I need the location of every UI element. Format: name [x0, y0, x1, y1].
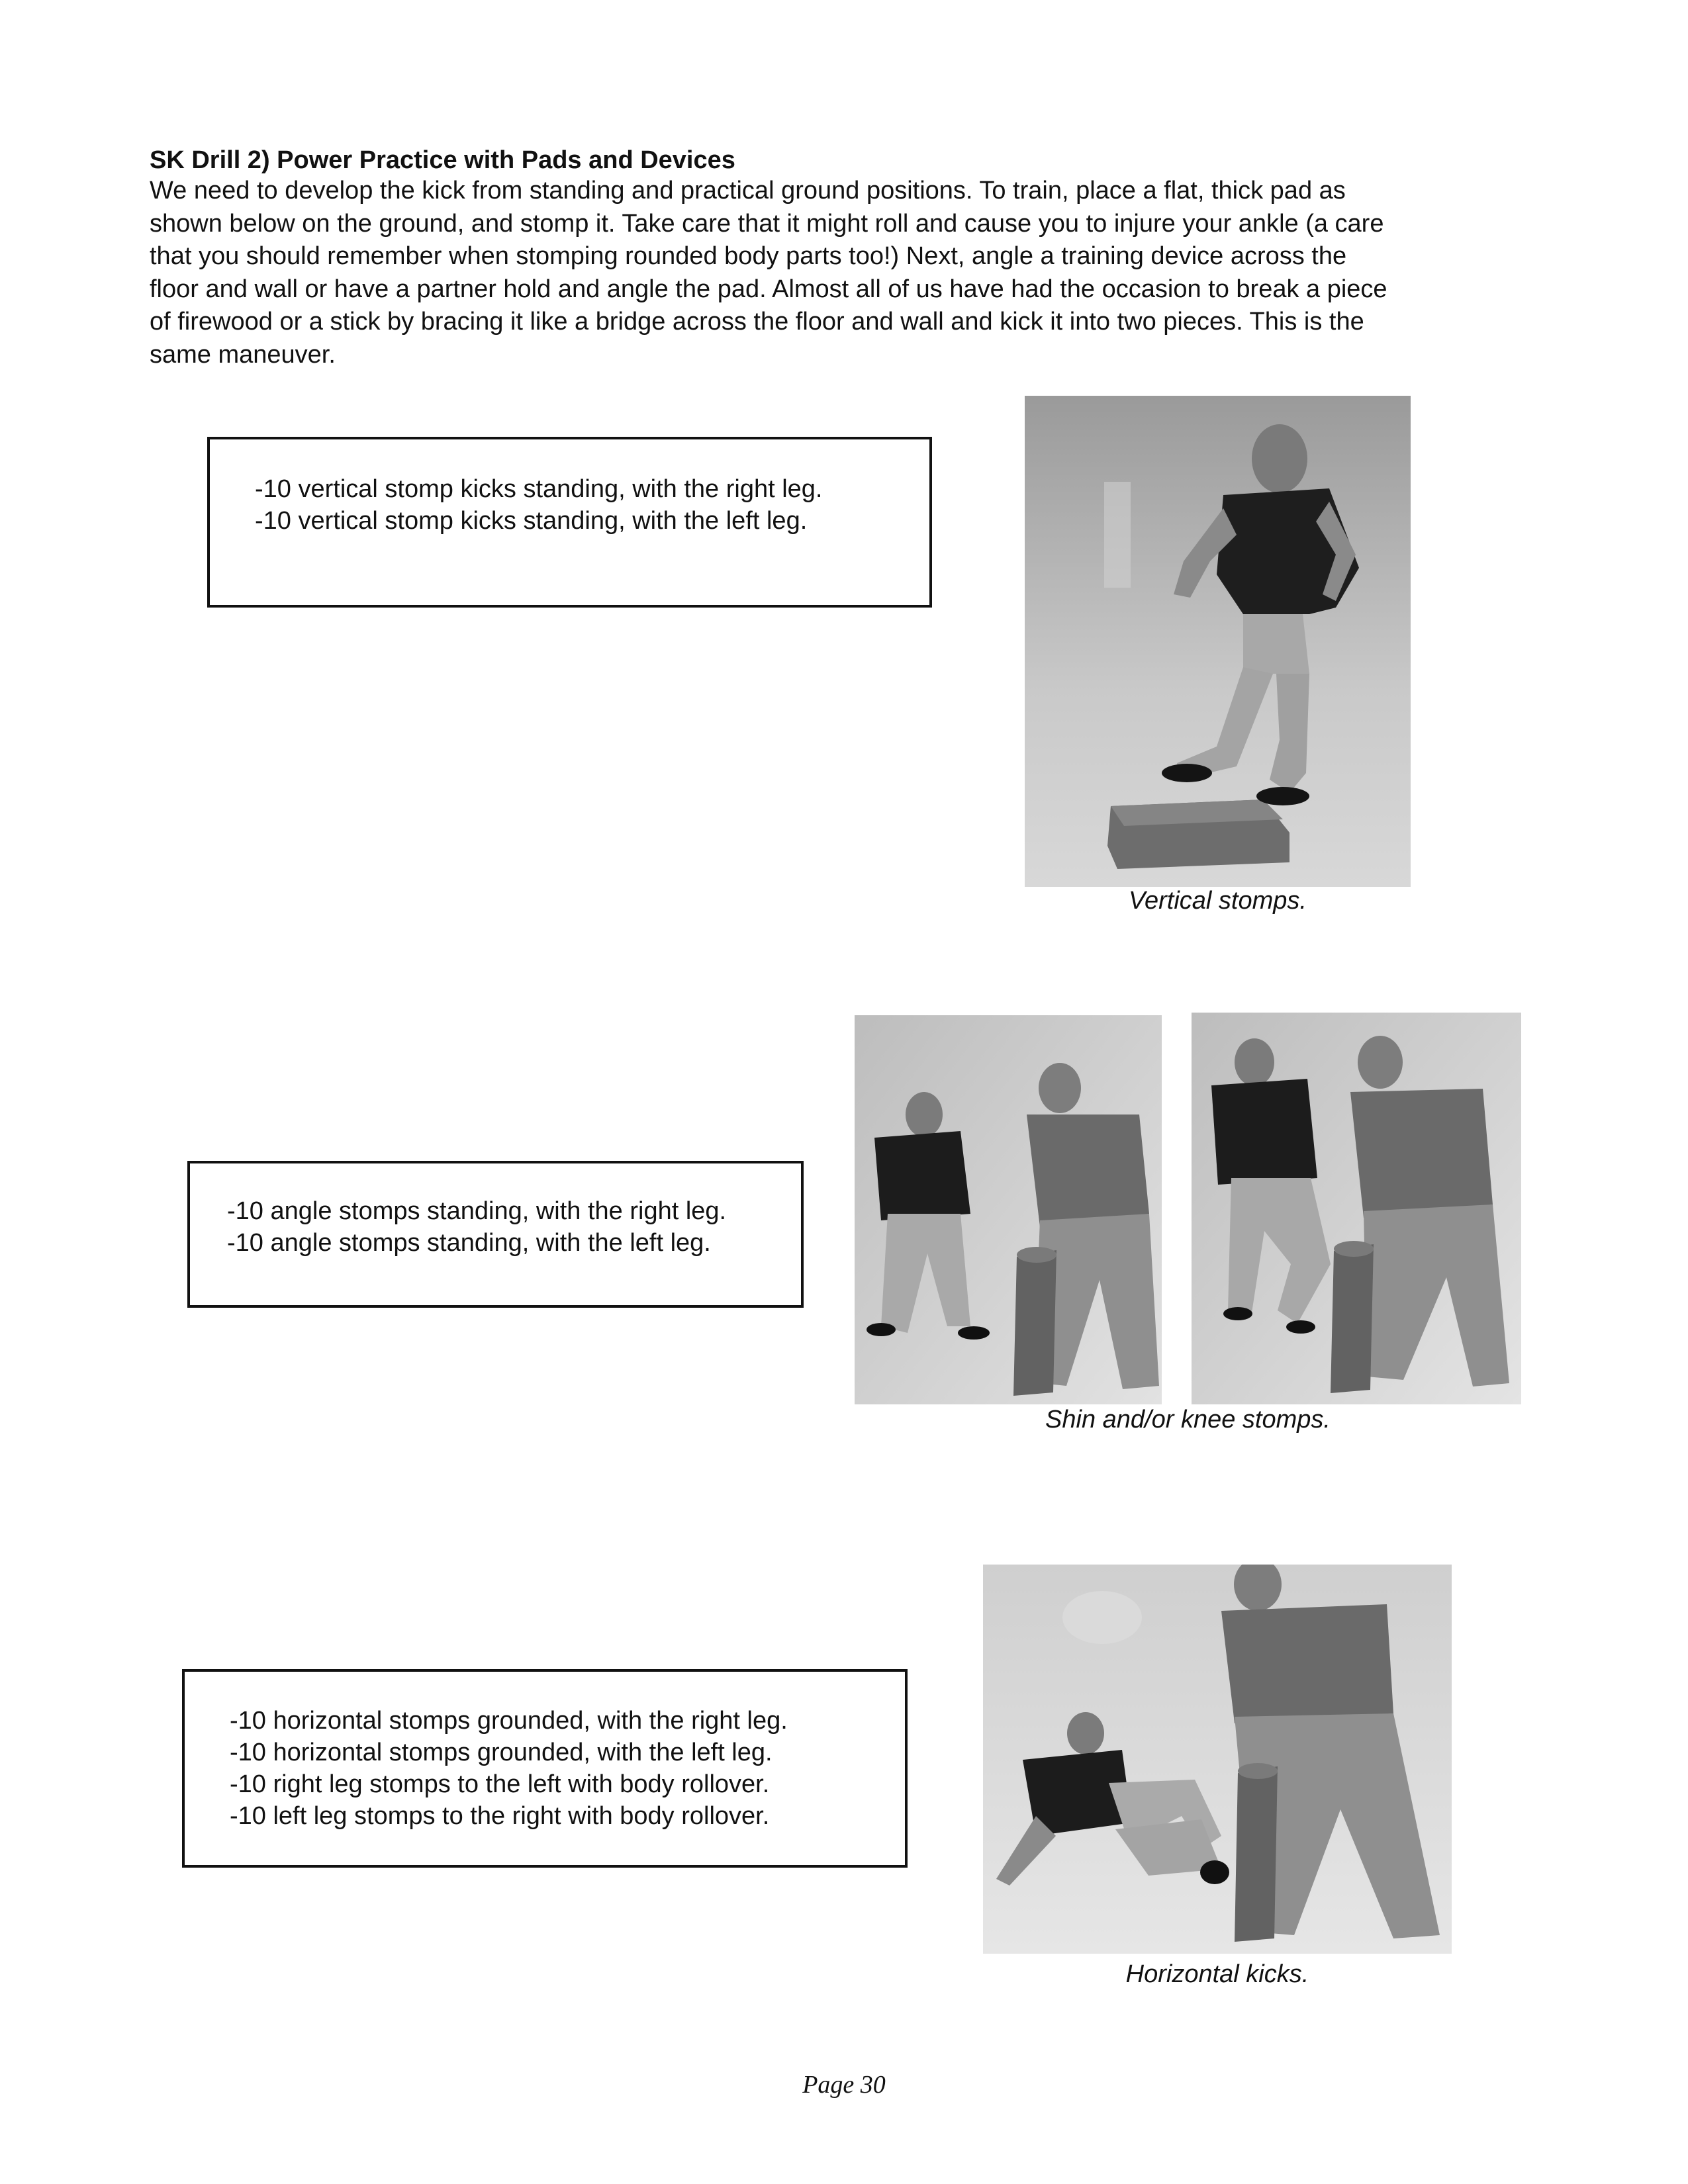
photo-vertical-stomp	[1025, 396, 1411, 887]
caption-horizontal-kicks: Horizontal kicks.	[1125, 1960, 1309, 1988]
caption-shin-knee-stomps: Shin and/or knee stomps.	[1045, 1406, 1331, 1433]
intro-line: shown below on the ground, and stomp it. Take care that it might roll and cause you to injure your ankle (a care	[150, 209, 1384, 238]
intro-line: that you should remember when stomping rounded body parts too!) Next, angle a training device across the	[150, 242, 1347, 270]
section-heading: SK Drill 2) Power Practice with Pads and Devices	[150, 146, 735, 174]
drill-line: -10 horizontal stomps grounded, with the right leg.	[230, 1707, 788, 1735]
photo-shin-stomp-ready	[855, 1015, 1162, 1404]
intro-line: floor and wall or have a partner hold and angle the pad. Almost all of us have had the occasion to break a piece	[150, 275, 1387, 303]
drill-box-vertical-stomps	[207, 437, 932, 608]
photo-horizontal-kick	[983, 1565, 1452, 1954]
drill-box-horizontal-stomps	[182, 1669, 908, 1868]
caption-vertical-stomps: Vertical stomps.	[1129, 887, 1307, 915]
intro-line: same maneuver.	[150, 340, 336, 369]
drill-line: -10 right leg stomps to the left with body rollover.	[230, 1770, 770, 1798]
drill-line: -10 left leg stomps to the right with body rollover.	[230, 1802, 770, 1830]
intro-line: We need to develop the kick from standing and practical ground positions. To train, place a flat, thick pad as	[150, 177, 1346, 205]
page-number: Page 30	[802, 2071, 886, 2099]
drill-box-angle-stomps	[187, 1161, 804, 1308]
drill-line: -10 angle stomps standing, with the left leg.	[227, 1229, 711, 1257]
drill-line: -10 angle stomps standing, with the right leg.	[227, 1197, 727, 1225]
drill-line: -10 horizontal stomps grounded, with the left leg.	[230, 1739, 773, 1766]
photo-shin-stomp-kick	[1192, 1013, 1521, 1404]
drill-line: -10 vertical stomp kicks standing, with the left leg.	[255, 507, 808, 535]
intro-line: of firewood or a stick by bracing it like a bridge across the floor and wall and kick it into two pieces. This is the	[150, 308, 1364, 336]
intro-paragraph	[150, 175, 1546, 371]
drill-line: -10 vertical stomp kicks standing, with the right leg.	[255, 475, 823, 503]
